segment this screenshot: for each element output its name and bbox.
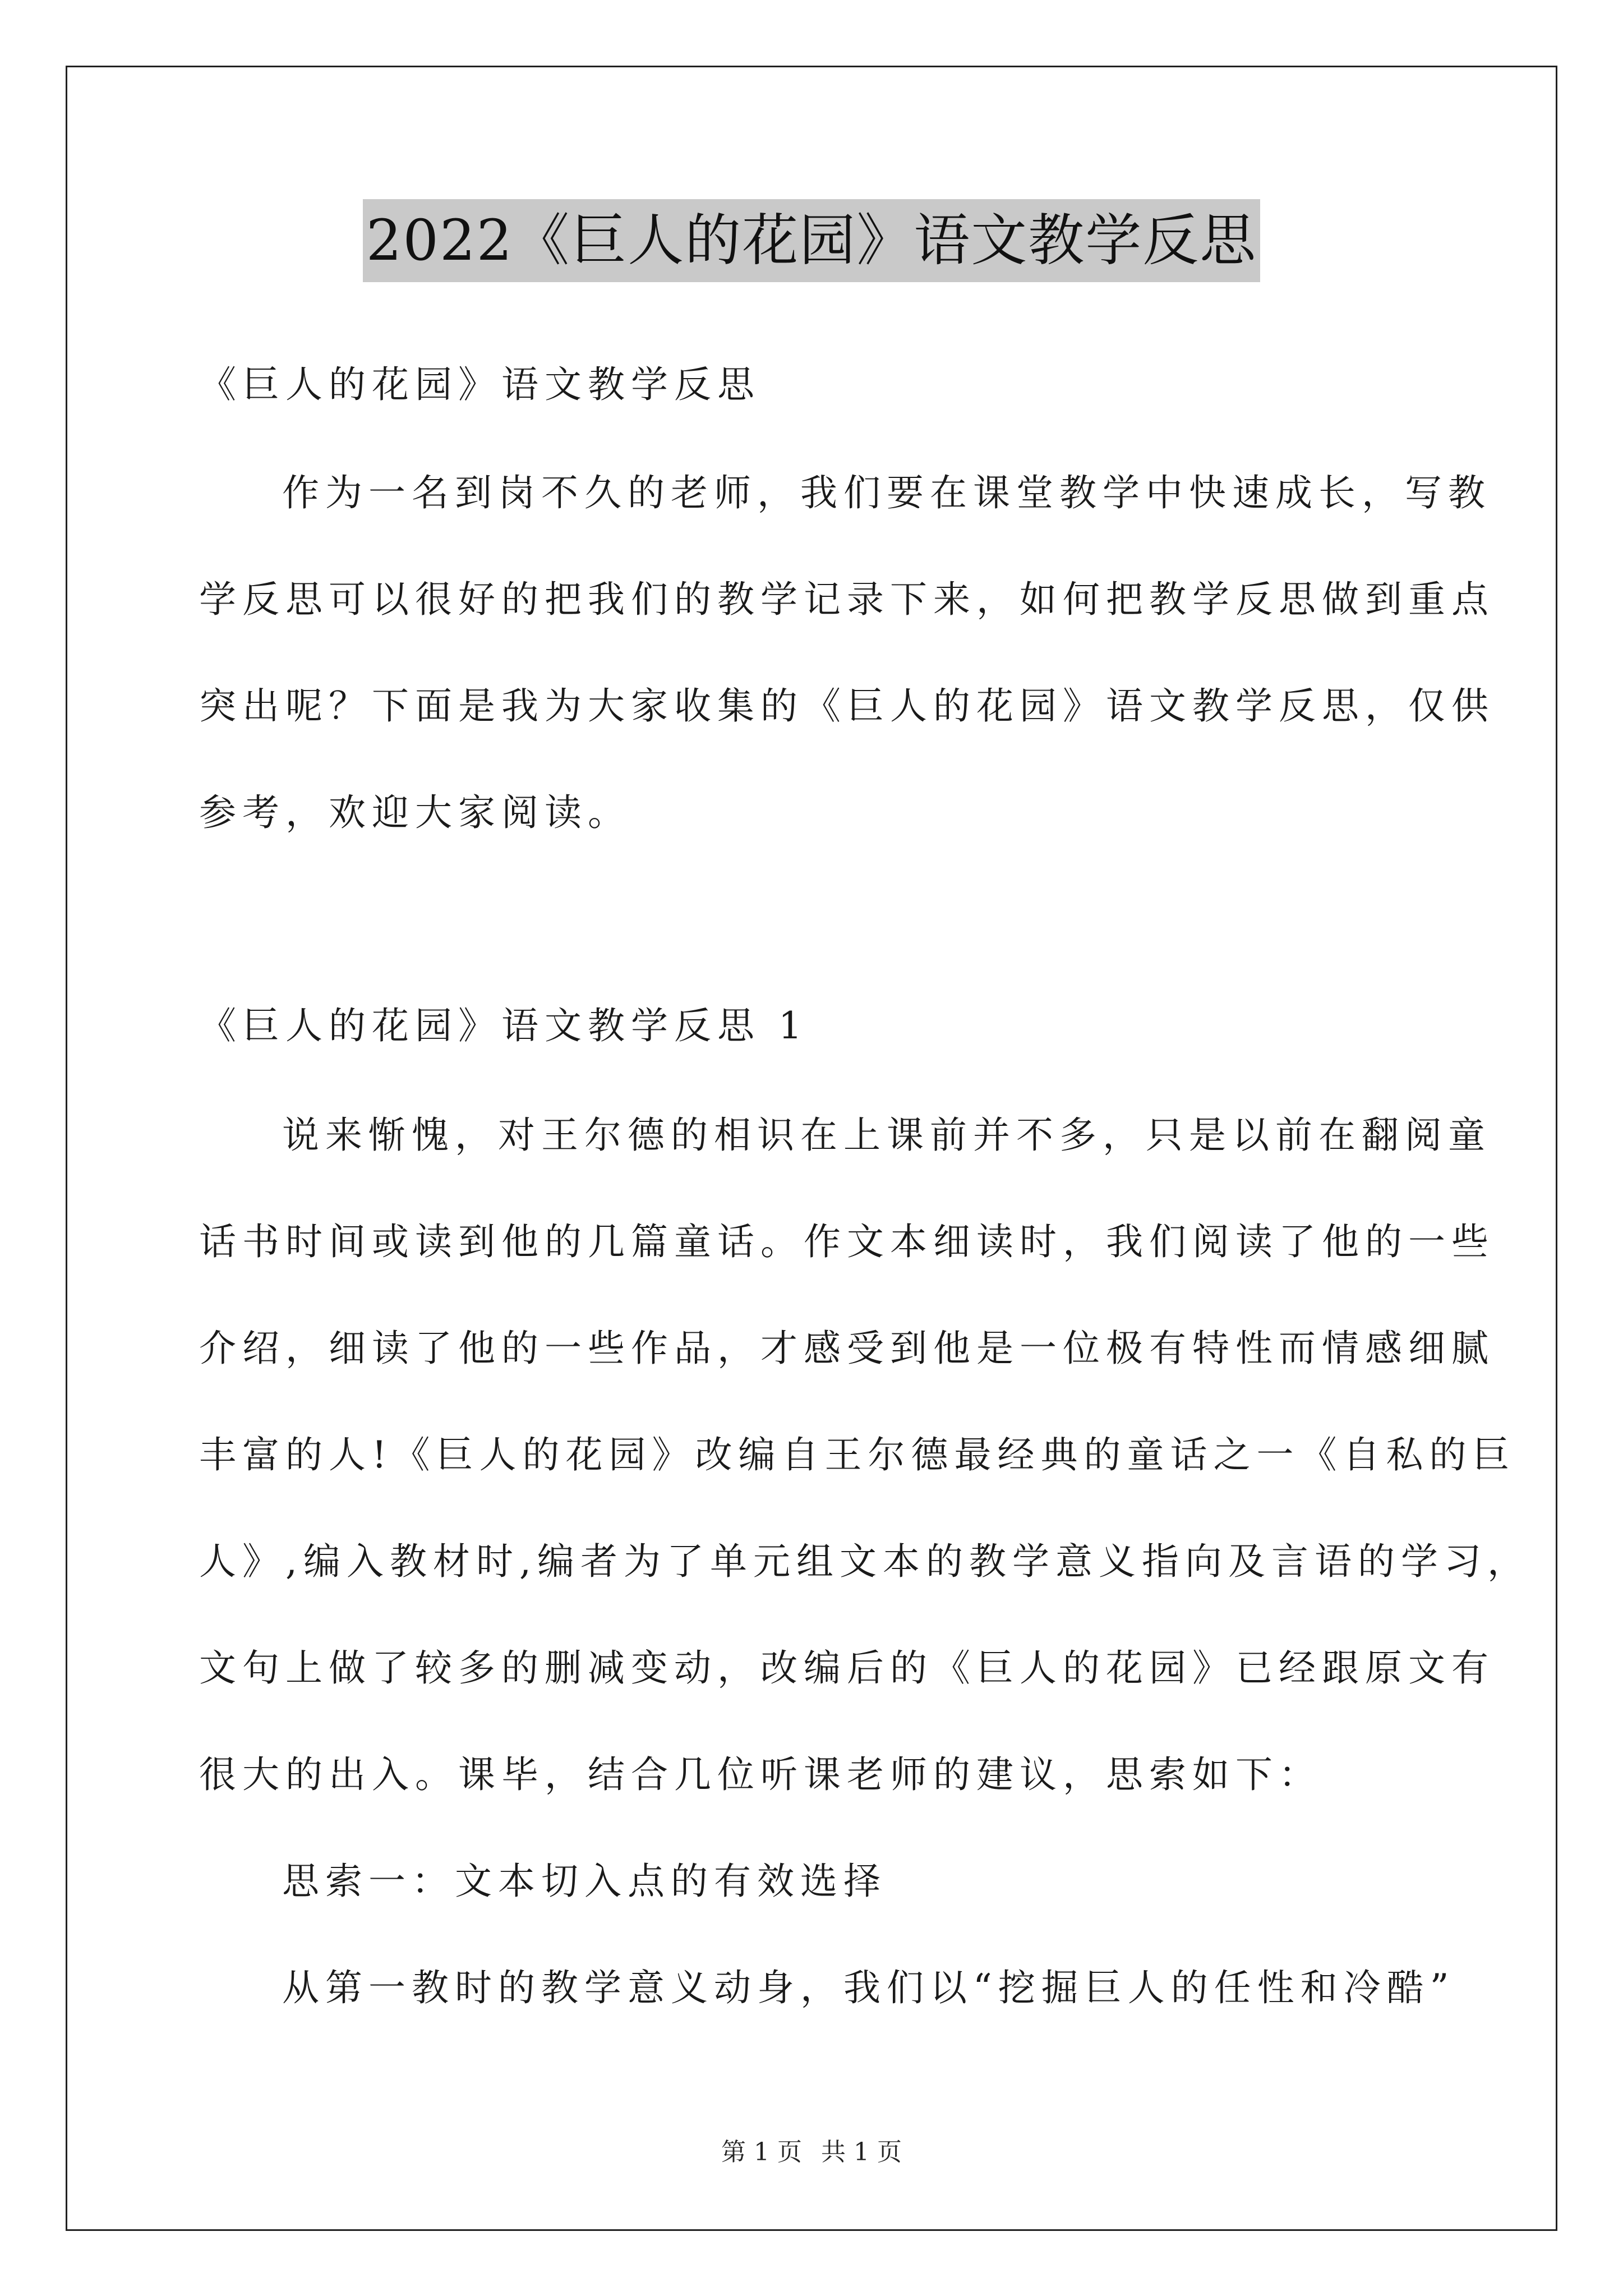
section-line-5: 人》,编入教材时,编者为了单元组文本的教学意义指向及言语的学习， [199, 1540, 1530, 1583]
section-line-7: 很大的出入。课毕，结合几位听课老师的建议，思索如下： [199, 1753, 1322, 1796]
page-total: 共 1 页 [821, 2138, 902, 2166]
section-line-2: 话书时间或读到他的几篇童话。作文本细读时，我们阅读了他的一些 [199, 1220, 1495, 1263]
subtitle: 《巨人的花园》语文教学反思 [199, 363, 760, 406]
title-wrap [0, 199, 1623, 282]
intro-line-2: 学反思可以很好的把我们的教学记录下来，如何把教学反思做到重点 [199, 578, 1495, 621]
page-number: 第 1 页 [721, 2138, 802, 2166]
intro-line-4: 参考，欢迎大家阅读。 [199, 791, 631, 834]
section-line-3: 介绍，细读了他的一些作品，才感受到他是一位极有特性而情感细腻 [199, 1327, 1495, 1370]
page-footer [0, 2132, 1623, 2168]
section-line-6: 文句上做了较多的删减变动，改编后的《巨人的花园》已经跟原文有 [199, 1646, 1495, 1690]
intro-line-1: 作为一名到岗不久的老师，我们要在课堂教学中快速成长，写教 [282, 471, 1491, 514]
section-line-1: 说来惭愧，对王尔德的相识在上课前并不多，只是以前在翻阅童 [282, 1114, 1491, 1157]
document-title: 2022《巨人的花园》语文教学反思 [363, 199, 1261, 282]
last-line: 从第一教时的教学意义动身，我们以“挖掘巨人的任性和冷酷” [282, 1966, 1455, 2009]
section-line-4: 丰富的人!《巨人的花园》改编自王尔德最经典的童话之一《自私的巨 [199, 1433, 1516, 1476]
intro-line-3: 突出呢？下面是我为大家收集的《巨人的花园》语文教学反思，仅供 [199, 684, 1495, 728]
section-heading: 《巨人的花园》语文教学反思 1 [199, 1004, 808, 1047]
point-heading: 思索一：文本切入点的有效选择 [282, 1860, 887, 1903]
